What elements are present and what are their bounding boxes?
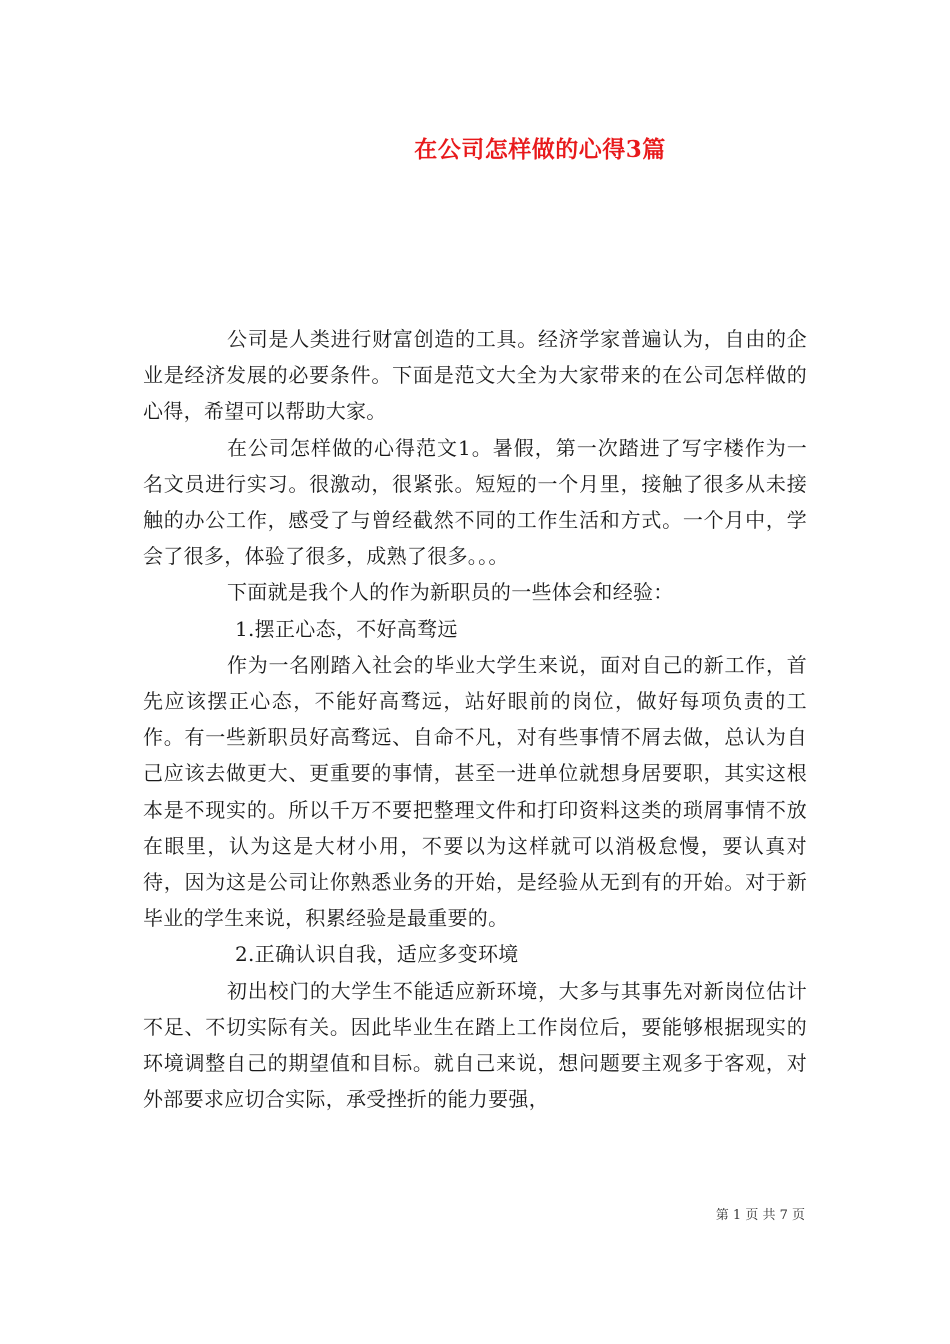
paragraph-intro: 公司是人类进行财富创造的工具。经济学家普遍认为，自由的企业是经济发展的必要条件。下面是范文大全为大家带来的在公司怎样做的心得，希望可以帮助大家。 — [143, 327, 807, 424]
section-heading-1: 1.摆正心态，不好高骛远 — [235, 616, 458, 641]
paragraph-sample-1: 在公司怎样做的心得范文1。暑假，第一次踏进了写字楼作为一名文员进行实习。很激动，很紧张。短短的一个月里，接触了很多从未接触的办公工作，感受了与曾经截然不同的工作生活和方式。一个月中，学会了很多，体验了很多，成熟了很多。。。 — [143, 435, 807, 569]
paragraph-section-1: 作为一名刚踏入社会的毕业大学生来说，面对自己的新工作，首先应该摆正心态，不能好高骛远，站好眼前的岗位，做好每项负责的工作。有一些新职员好高骛远、自命不凡，对有些事情不屑去做，总认为自己应该去做更大、更重要的事情，甚至一进单位就想身居要职，其实这根本是不现实的。所以千万不要把整理文件和打印资料这类的琐屑事情不放在眼里，认为这是大材小用，不要以为这样就可以消极怠慢，要认真对待，因为这是公司让你熟悉业务的开始，是经验从无到有的开始。对于新毕业的学生来说，积累经验是最重要的。 — [143, 652, 807, 931]
page-number-footer: 第 1 页 共 7 页 — [715, 1208, 805, 1223]
document-body — [143, 321, 807, 1117]
section-heading-2: 2.正确认识自我，适应多变环境 — [235, 942, 519, 967]
paragraph-lead-in: 下面就是我个人的作为新职员的一些体会和经验： — [227, 580, 674, 605]
paragraph-section-2: 初出校门的大学生不能适应新环境，大多与其事先对新岗位估计不足、不切实际有关。因此毕业生在踏上工作岗位后，要能够根据现实的环境调整自己的期望值和目标。就自己来说，想问题要主观多于客观，对外部要求应切合实际，承受挫折的能力要强， — [143, 978, 807, 1112]
document-title: 在公司怎样做的心得3篇 — [414, 136, 666, 163]
